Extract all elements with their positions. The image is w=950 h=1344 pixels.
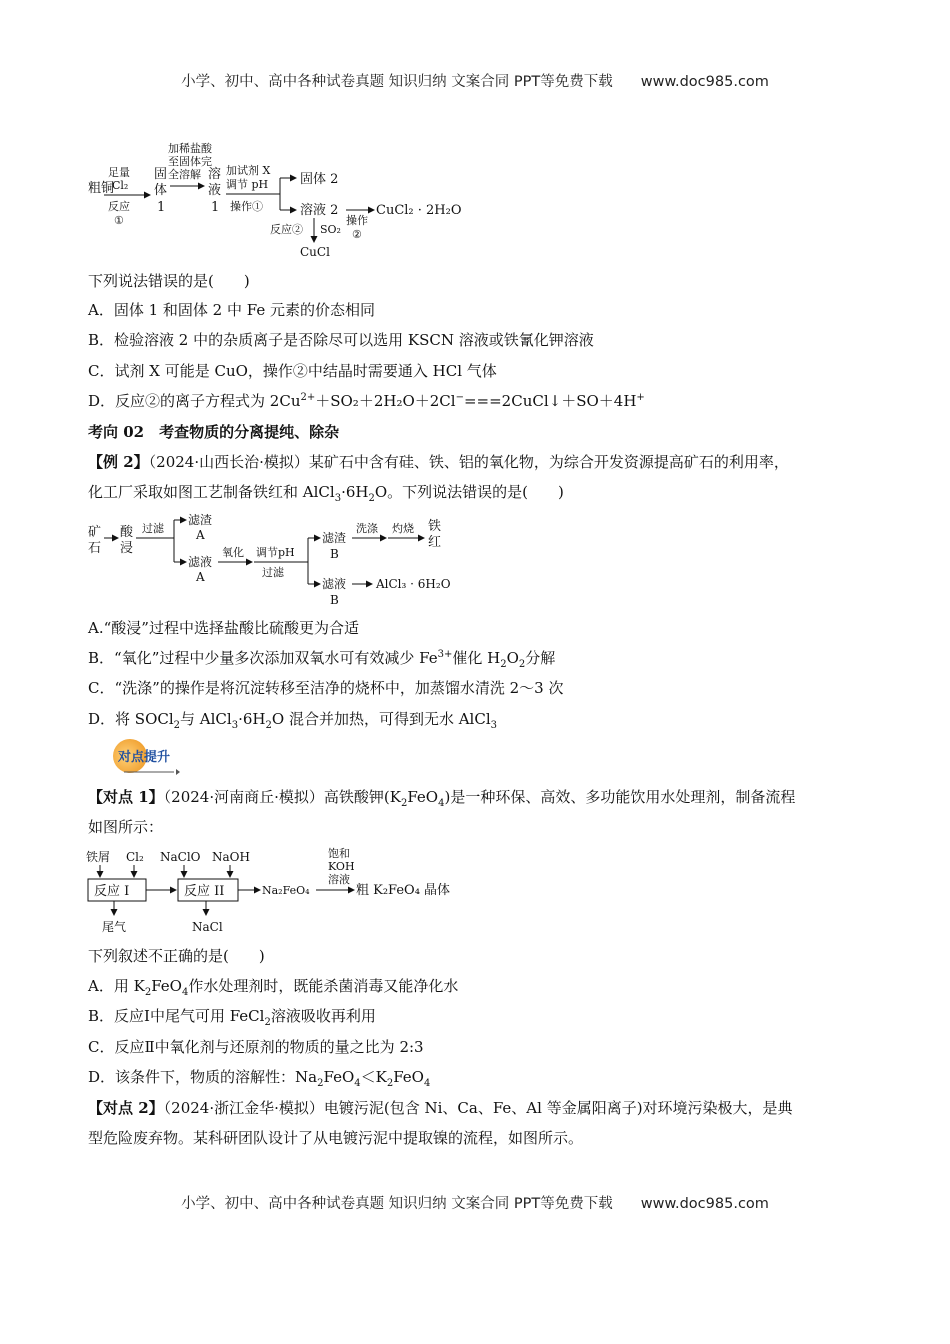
svg-text:体: 体 bbox=[154, 183, 168, 198]
page-header bbox=[0, 70, 950, 91]
q3-option-a: A．用 $K_2FeO_4$作水处理剂时，既能杀菌消毒又能净化水 bbox=[88, 977, 459, 998]
solution1-label bbox=[208, 166, 221, 215]
badge-arrow-icon bbox=[176, 769, 180, 775]
svg-text:操作①: 操作① bbox=[230, 200, 263, 213]
q3-option-b: B．反应Ⅰ中尾气可用 FeCl$_2$溶液吸收再利用 bbox=[88, 1007, 376, 1028]
svg-text:滤液: 滤液 bbox=[188, 555, 213, 569]
alcl3-product: AlCl₃ · 6H₂O bbox=[376, 577, 451, 591]
residue-b-label bbox=[322, 530, 346, 561]
svg-text:固: 固 bbox=[154, 167, 168, 182]
svg-text:氧化: 氧化 bbox=[222, 546, 244, 559]
footer-text: 小学、初中、高中各种试卷真题 知识归纳 文案合同 PPT等免费下载 bbox=[181, 1196, 613, 1212]
svg-text:铁: 铁 bbox=[428, 519, 442, 534]
svg-text:溶液: 溶液 bbox=[328, 873, 350, 886]
flow1-reaction2 bbox=[270, 218, 341, 259]
koh-solution-label bbox=[328, 846, 355, 886]
practice1-line1: 【对点 1】（2024·河南商丘·模拟）高铁酸钾$(K_2FeO_4)$是一种环保、高效、多功能饮用水处理剂，制备流程 bbox=[88, 788, 796, 809]
iron-red-label bbox=[428, 518, 441, 550]
ore-label bbox=[88, 525, 101, 556]
q2-option-a: A.“酸浸”过程中选择盐酸比硫酸更为合适 bbox=[88, 619, 359, 637]
q3-option-d: D．该条件下，物质的溶解性：$Na_2FeO_4<K_2FeO_4$ bbox=[88, 1068, 431, 1089]
q1-option-a: A．固体 1 和固体 2 中 Fe 元素的价态相同 bbox=[88, 301, 375, 319]
practice-badge bbox=[110, 738, 190, 778]
svg-text:石: 石 bbox=[88, 541, 102, 556]
flow1-step1 bbox=[104, 166, 150, 227]
q2-option-d: D．将 SOCl$_2$与 $AlCl_3\cdot 6H_2O$ 混合并加热，可得到无水 AlCl$_3$ bbox=[88, 710, 497, 731]
page-footer bbox=[0, 1192, 950, 1213]
filtrate-a-label bbox=[188, 554, 212, 584]
header-url[interactable]: www.doc985.com bbox=[640, 74, 769, 90]
svg-text:加稀盐酸: 加稀盐酸 bbox=[168, 142, 212, 155]
svg-text:②: ② bbox=[352, 228, 362, 241]
svg-text:饱和: 饱和 bbox=[328, 847, 350, 860]
svg-text:加试剂 X: 加试剂 X bbox=[226, 164, 271, 177]
svg-text:滤渣: 滤渣 bbox=[188, 513, 213, 527]
q2-option-c: C．“洗涤”的操作是将沉淀转移至洁净的烧杯中，加蒸馏水清洗 2～3 次 bbox=[88, 679, 564, 697]
header-text: 小学、初中、高中各种试卷真题 知识归纳 文案合同 PPT等免费下载 bbox=[181, 74, 613, 90]
filtrate-b-label bbox=[322, 576, 346, 607]
svg-text:液: 液 bbox=[208, 183, 222, 198]
svg-text:调节 pH: 调节 pH bbox=[226, 178, 269, 191]
svg-text:KOH: KOH bbox=[328, 860, 355, 873]
cl2-label: Cl₂ bbox=[126, 850, 144, 864]
svg-text:滤渣: 滤渣 bbox=[322, 531, 347, 545]
practice2-line2: 型危险废弃物。某科研团队设计了从电镀污泥中提取镍的流程，如图所示。 bbox=[88, 1129, 584, 1147]
acid-leach-label bbox=[120, 525, 134, 556]
footer-url[interactable]: www.doc985.com bbox=[640, 1196, 769, 1212]
svg-text:B: B bbox=[330, 547, 339, 561]
svg-text:浸: 浸 bbox=[120, 541, 134, 556]
svg-text:矿: 矿 bbox=[88, 525, 102, 540]
residue-a-label bbox=[188, 512, 212, 542]
svg-text:滤液: 滤液 bbox=[322, 577, 347, 591]
example2-line2: 化工厂采取如图工艺制备铁红和 $AlCl_3\cdot 6H_2O$。下列说法错误的是( ) bbox=[88, 483, 564, 504]
svg-text:①: ① bbox=[114, 214, 124, 227]
svg-text:B: B bbox=[330, 593, 339, 607]
q1-option-b: B．检验溶液 2 中的杂质离子是否除尽可以选用 KSCN 溶液或铁氰化钾溶液 bbox=[88, 331, 594, 349]
solid2-label: 固体 2 bbox=[300, 172, 339, 187]
solid1-label bbox=[154, 167, 167, 215]
tail-gas-label: 尾气 bbox=[102, 920, 127, 934]
q1-option-d: D．反应②的离子方程式为 $2Cu^{2+}+SO_2+2H_2O+2Cl^-===2CuCl↓+SO+4H^+$ bbox=[88, 392, 645, 410]
svg-text:洗涤: 洗涤 bbox=[356, 522, 378, 535]
iron-filings-label: 铁屑 bbox=[86, 850, 111, 864]
svg-text:足量: 足量 bbox=[108, 166, 130, 179]
svg-text:CuCl: CuCl bbox=[300, 245, 330, 259]
naclo-label: NaClO bbox=[160, 850, 201, 864]
svg-text:至固体完: 至固体完 bbox=[168, 155, 212, 168]
example2-line1: 【例 2】（2024·山西长治·模拟）某矿石中含有硅、铁、铝的氧化物，为综合开发资源提高矿石的利用率， bbox=[88, 453, 789, 471]
svg-text:反应 II: 反应 II bbox=[184, 884, 225, 899]
flow1-step3 bbox=[226, 163, 296, 213]
practice2-line1: 【对点 2】（2024·浙江金华·模拟）电镀污泥(包含 Ni、Ca、Fe、Al 等金属阳离子)对环境污染极大，是典 bbox=[88, 1099, 793, 1117]
svg-text:全溶解: 全溶解 bbox=[168, 168, 201, 181]
svg-text:红: 红 bbox=[428, 535, 442, 550]
flowchart-ferrate bbox=[84, 843, 474, 938]
cucl2-product: CuCl₂ · 2H₂O bbox=[376, 203, 462, 218]
practice1-line2: 如图所示： bbox=[88, 818, 164, 836]
svg-text:反应 I: 反应 I bbox=[94, 884, 130, 899]
flow1-op2 bbox=[346, 210, 374, 241]
section-heading: 考向 02 考查物质的分离提纯、除杂 bbox=[88, 423, 340, 441]
svg-text:反应②: 反应② bbox=[270, 223, 303, 236]
svg-text:SO₂: SO₂ bbox=[320, 223, 341, 236]
svg-text:灼烧: 灼烧 bbox=[392, 522, 414, 535]
svg-text:操作: 操作 bbox=[346, 214, 368, 227]
naoh-label: NaOH bbox=[212, 850, 250, 864]
flow1-step2 bbox=[168, 141, 213, 186]
flowchart-copper bbox=[84, 138, 484, 263]
svg-text:调节pH: 调节pH bbox=[256, 546, 295, 559]
svg-text:1: 1 bbox=[211, 200, 220, 215]
q3-option-c: C．反应Ⅱ中氧化剂与还原剂的物质的量之比为 2:3 bbox=[88, 1038, 424, 1056]
crude-copper-label: 粗铜 bbox=[88, 181, 115, 196]
svg-text:过滤: 过滤 bbox=[262, 566, 284, 579]
flowchart-ore bbox=[86, 508, 466, 608]
q3-stem: 下列叙述不正确的是( ) bbox=[88, 947, 265, 965]
na2feo4-label: Na₂FeO₄ bbox=[262, 884, 310, 897]
svg-text:溶: 溶 bbox=[208, 167, 222, 182]
crude-k2feo4-label: 粗 K₂FeO₄ 晶体 bbox=[356, 883, 451, 898]
svg-text:A: A bbox=[196, 570, 205, 584]
q1-option-c: C．试剂 X 可能是 CuO，操作②中结晶时需要通入 HCl 气体 bbox=[88, 362, 497, 380]
svg-text:1: 1 bbox=[157, 200, 166, 215]
q1-stem: 下列说法错误的是( ) bbox=[88, 272, 250, 290]
nacl-label: NaCl bbox=[192, 920, 223, 934]
svg-text:酸: 酸 bbox=[120, 525, 134, 540]
svg-text:过滤: 过滤 bbox=[142, 522, 164, 535]
q2-option-b: B．“氧化”过程中少量多次添加双氧水可有效减少 $Fe^{3+}$催化 $H_2O_2$分解 bbox=[88, 649, 556, 670]
solution2-label: 溶液 2 bbox=[300, 203, 339, 218]
badge-label: 对点提升 bbox=[118, 750, 171, 765]
svg-text:反应: 反应 bbox=[108, 200, 130, 213]
svg-text:A: A bbox=[196, 528, 205, 542]
svg-text:Cl₂: Cl₂ bbox=[112, 179, 129, 192]
